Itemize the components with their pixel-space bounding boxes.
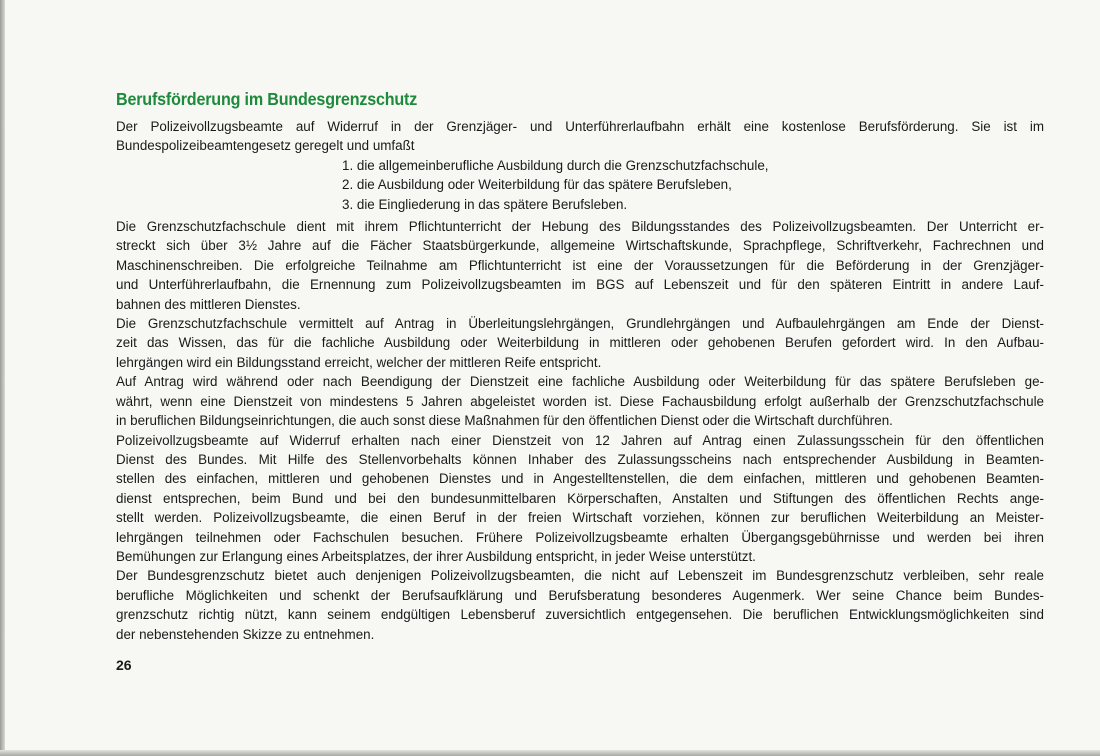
- page-number: 26: [116, 657, 132, 673]
- text-line: Maschinenschreiben. Die erfolgreiche Teilnahme am Pflichtunterricht ist eine der Voraussetzungen für die Beförderung in der Grenzjäger-: [116, 257, 1044, 273]
- paragraph: [116, 217, 1044, 314]
- text-line: streckt sich über 3½ Jahre auf die Fächer Staatsbürgerkunde, allgemeine Wirtschaftskunde, Sprachpflege, Schriftverkehr, Fachrechnen und: [116, 238, 1044, 254]
- text-line: Die Grenzschutzfachschule vermittelt auf Antrag in Überleitungslehrgängen, Grundlehrgängen und Aufbaulehrgängen am Ende der Dienst-: [116, 316, 1044, 332]
- text-line: bahnen des mittleren Dienstes.: [116, 296, 301, 312]
- document-body: [116, 117, 1044, 644]
- scan-bottom-edge: [0, 750, 1100, 756]
- numbered-list: [116, 156, 1044, 214]
- text-line: Dienst des Bundes. Mit Hilfe des Stellenvorbehalts können Inhaber des Zulassungsscheins nach entsprechender Ausbildung in Beamten-: [116, 451, 1044, 467]
- text-line: stellen des einfachen, mittleren und gehobenen Dienstes und in Angestelltenstellen, die dem einfachen, mittleren und gehobenen Beamten-: [116, 471, 1044, 487]
- text-line: währt, wenn eine Dienstzeit von mindestens 5 Jahren abgeleistet worden ist. Diese Fachausbildung erfolgt außerhalb der Grenzschutzfachschule: [116, 393, 1044, 409]
- list-item: 2. die Ausbildung oder Weiterbildung für das spätere Berufsleben,: [342, 177, 732, 193]
- intro-paragraph: [116, 117, 1044, 156]
- page-title: Berufsförderung im Bundesgrenzschutz: [116, 89, 418, 109]
- text-line: Bundespolizeibeamtengesetz geregelt und umfaßt: [116, 138, 415, 154]
- text-line: in beruflichen Bildungseinrichtungen, die auch sonst diese Maßnahmen für den öffentlichen Dienst oder die Wirtschaft durchführen.: [116, 413, 893, 429]
- paragraph: [116, 431, 1044, 567]
- text-line: grenzschutz richtig nützt, kann seinem endgültigen Lebensberuf zuversichtlich entgegensehen. Die beruflichen Entwicklungsmöglichkeiten sind: [116, 607, 1044, 623]
- text-line: lehrgängen teilnehmen oder Fachschulen besuchen. Frühere Polizeivollzugsbeamte erhalten Übergangsgebührnisse und werden bei ihren: [116, 529, 1044, 545]
- list-item: 1. die allgemeinberufliche Ausbildung durch die Grenzschutzfachschule,: [342, 157, 769, 173]
- text-line: Auf Antrag wird während oder nach Beendigung der Dienstzeit eine fachliche Ausbildung oder Weiterbildung für das spätere Berufsleben ge-: [116, 374, 1044, 390]
- paragraph: [116, 314, 1044, 372]
- paragraph: [116, 372, 1044, 430]
- text-line: dienst entsprechen, beim Bund und bei den bundesunmittelbaren Körperschaften, Anstalten und Stiftungen des öffentlichen Rechts ange-: [116, 490, 1044, 506]
- text-line: Bemühungen zur Erlangung eines Arbeitsplatzes, der ihrer Ausbildung entspricht, in jeder Weise unterstützt.: [116, 548, 756, 564]
- scan-edge: [0, 0, 5, 756]
- text-line: lehrgängen wird ein Bildungsstand erreicht, welcher der mittleren Reife entspricht.: [116, 354, 602, 370]
- text-line: Die Grenzschutzfachschule dient mit ihrem Pflichtunterricht der Hebung des Bildungsstandes des Polizeivollzugsbeamten. Der Unterricht er-: [116, 219, 1044, 235]
- text-line: der nebenstehenden Skizze zu entnehmen.: [116, 626, 375, 642]
- text-line: Der Polizeivollzugsbeamte auf Widerruf in der Grenzjäger- und Unterführerlaufbahn erhält eine kostenlose Berufsförderung. Sie ist im: [116, 119, 1044, 134]
- text-line: stellt werden. Polizeivollzugsbeamte, die einen Beruf in der freien Wirtschaft vorziehen, können zur beruflichen Weiterbildung an Meister-: [116, 510, 1044, 526]
- text-line: berufliche Möglichkeiten und schenkt der Berufsaufklärung und Berufsberatung besonderes Augenmerk. Wer seine Chance beim Bundes-: [116, 587, 1044, 603]
- paragraph: [116, 566, 1044, 644]
- list-item: 3. die Eingliederung in das spätere Berufsleben.: [342, 196, 628, 212]
- text-line: und Unterführerlaufbahn, die Ernennung zum Polizeivollzugsbeamten im BGS auf Lebenszeit und für den späteren Eintritt in andere Lauf-: [116, 277, 1044, 293]
- text-line: zeit das Wissen, das für die fachliche Ausbildung oder Weiterbildung in mittleren oder gehobenen Berufen gefordert wird. In den Aufbau-: [116, 335, 1044, 351]
- text-line: Der Bundesgrenzschutz bietet auch denjenigen Polizeivollzugsbeamten, die nicht auf Lebenszeit im Bundesgrenzschutz verbleiben, sehr reale: [116, 568, 1044, 584]
- text-line: Polizeivollzugsbeamte auf Widerruf erhalten nach einer Dienstzeit von 12 Jahren auf Antrag einen Zulassungsschein für den öffentlichen: [116, 432, 1044, 448]
